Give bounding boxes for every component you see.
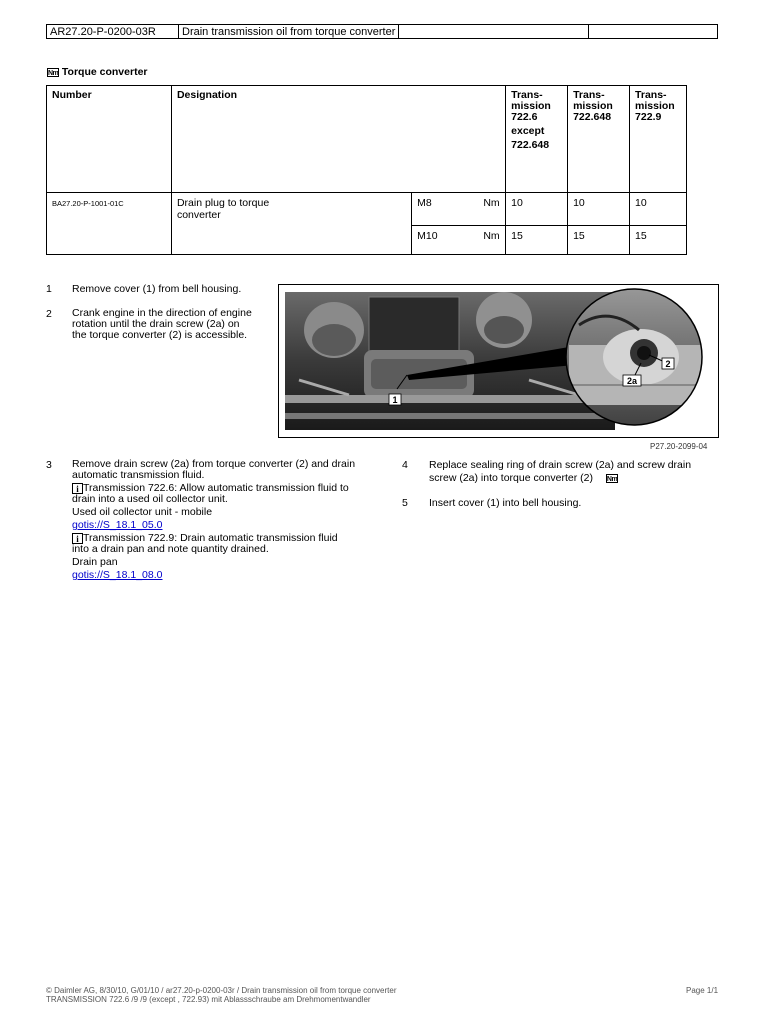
step-number: 1: [46, 283, 52, 295]
step-text: Insert cover (1) into bell housing.: [429, 497, 582, 509]
step-number: 4: [402, 459, 408, 471]
engine-figure: [278, 284, 719, 438]
page-number: Page 1/1: [686, 986, 719, 995]
cell-value: 10: [568, 193, 630, 226]
step-number: 5: [402, 497, 408, 509]
header-transmission-722648: Trans- mission 722.648: [568, 86, 630, 193]
torque-nm-icon[interactable]: Nm: [606, 475, 618, 483]
torque-table: [46, 85, 687, 255]
header-number: Number: [47, 86, 172, 193]
figure-caption: P27.20-2099-04: [650, 442, 708, 451]
cell-thread: M10: [412, 226, 479, 255]
info-icon: i: [72, 533, 83, 544]
document-id: AR27.20-P-0200-03R: [47, 25, 179, 39]
callout-1-label: 1: [392, 395, 398, 405]
note-722-6: i Transmission 722.6: Allow automatic transmission fluid to: [72, 483, 372, 494]
note-722-9: i Transmission 722.9: Drain automatic transmission fluid: [72, 533, 372, 544]
info-icon: i: [72, 483, 83, 494]
gotis-link[interactable]: gotis://S_18.1_05.0: [72, 519, 163, 531]
cell-designation: Drain plug to torque converter: [171, 193, 411, 255]
gotis-link[interactable]: gotis://S_18.1_08.0: [72, 569, 163, 581]
table-row: [47, 193, 687, 226]
cell-value: 10: [506, 193, 568, 226]
step-number: 2: [46, 308, 52, 320]
step-text: Replace sealing ring of drain screw (2a) and screw drain screw (2a) into torque converter (2) Nm: [429, 459, 692, 484]
tool-item: Drain pan: [72, 556, 118, 568]
footer-copyright: © Daimler AG, 8/30/10, G/01/10 / ar27.20-p-0200-03r / Drain transmission oil from torque converter: [46, 986, 397, 995]
header-transmission-7226: Trans- mission 722.6 except 722.648: [506, 86, 568, 193]
cell-unit: Nm: [478, 226, 505, 255]
document-header: [46, 24, 718, 39]
cell-value: 10: [630, 193, 687, 226]
step-number: 3: [46, 459, 52, 471]
header-blank-cell-2: [589, 25, 718, 39]
callout-2a-label: 2a: [626, 376, 638, 386]
step-text: Crank engine in the direction of engine rotation until the drain screw (2a) on the torque converter (2) is accessible.: [72, 307, 252, 341]
torque-nm-icon: Nm: [48, 69, 59, 77]
cell-number: BA27.20-P-1001-01C: [47, 193, 172, 255]
header-designation: Designation: [171, 86, 505, 193]
cell-unit: Nm: [478, 193, 505, 226]
section-title-text: Torque converter: [61, 66, 148, 78]
step-text: Remove drain screw (2a) from torque converter (2) and drain automatic transmission fluid. i Transmission 722.6: Allow automatic transmission fluid to drain into a used oil collector unit. Used oil collector unit - mobile gotis://S_18.1_05.0 i Transmission 722.9: Drain automatic transmission fluid into a drain pan and note quantity drained. Drain pan gotis://S_18.1_08.0: [72, 459, 372, 581]
torque-table-header-row: [47, 86, 687, 193]
footer-model-line: TRANSMISSION 722.6 /9 /9 (except , 722.93) mit Ablassschraube am Drehmomentwandler: [46, 995, 371, 1004]
cell-value: 15: [506, 226, 568, 255]
step-text: Remove cover (1) from bell housing.: [72, 283, 242, 295]
document-title: Drain transmission oil from torque converter: [179, 25, 399, 39]
cell-thread: M8: [412, 193, 479, 226]
callout-2-label: 2: [665, 359, 671, 369]
header-transmission-7229: Trans- mission 722.9: [630, 86, 687, 193]
cell-value: 15: [568, 226, 630, 255]
engine-photo-illustration: [279, 285, 718, 437]
section-title: [47, 66, 148, 78]
header-blank-cell: [399, 25, 589, 39]
tool-item: Used oil collector unit - mobile: [72, 506, 213, 518]
cell-value: 15: [630, 226, 687, 255]
